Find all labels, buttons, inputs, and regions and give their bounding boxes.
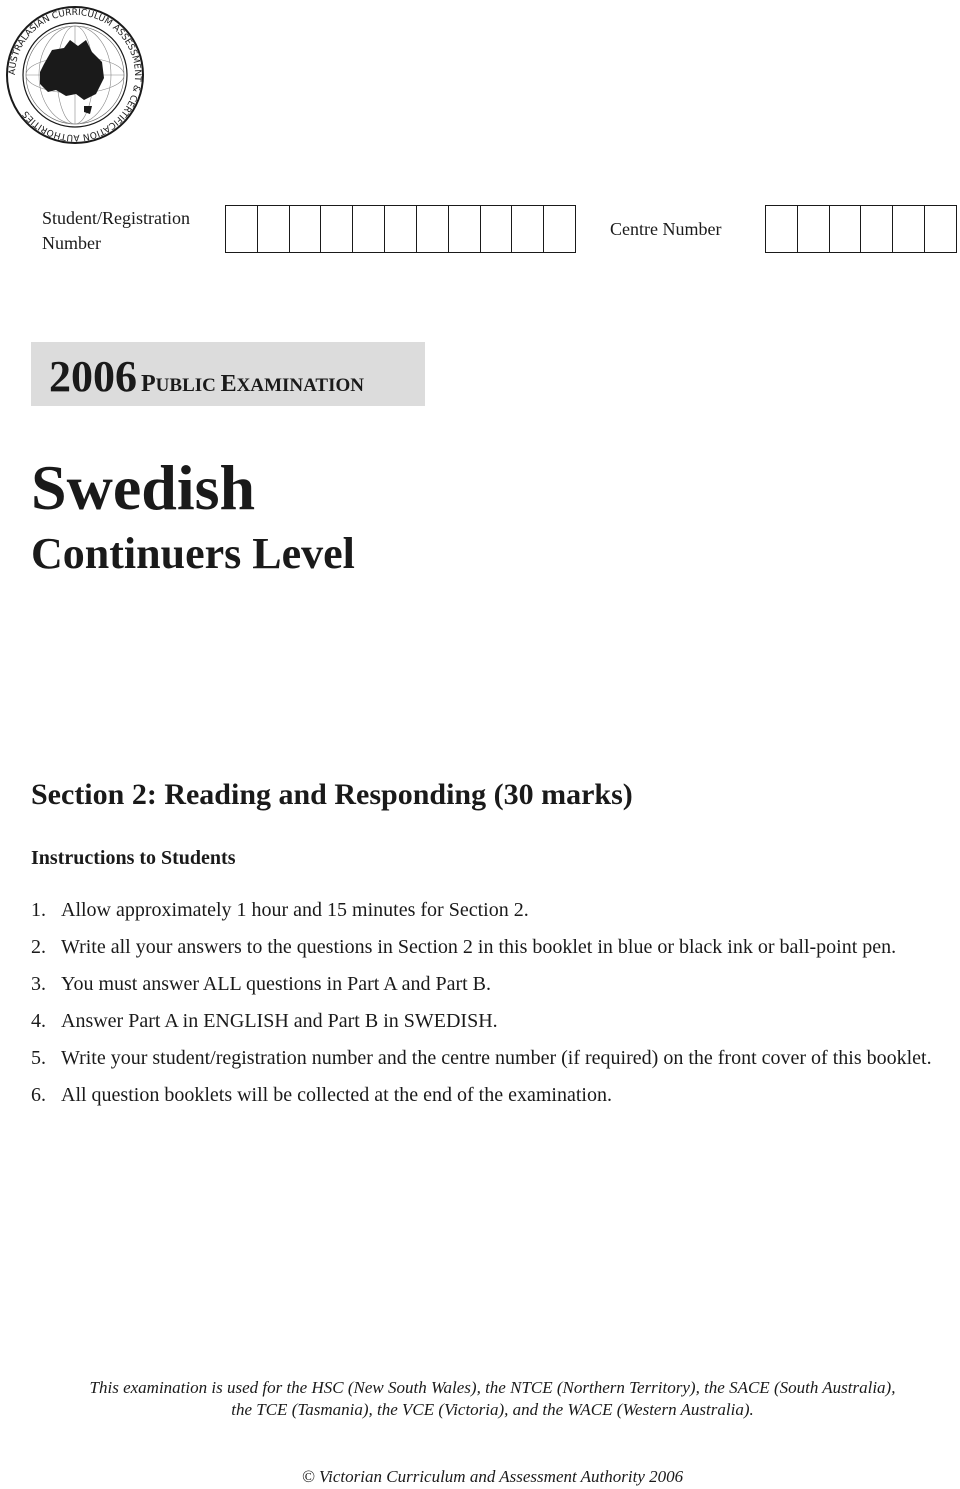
page-subtitle: Continuers Level	[31, 529, 355, 578]
instruction-item: 5. Write your student/registration number and the centre number (if required) on the front cover of this booklet.	[31, 1047, 932, 1069]
section-heading: Section 2: Reading and Responding (30 marks)	[31, 778, 633, 811]
digit-box[interactable]	[481, 206, 513, 252]
instruction-item: 3. You must answer ALL questions in Part A and Part B.	[31, 973, 492, 995]
exam-year: 2006	[49, 352, 137, 401]
digit-box[interactable]	[226, 206, 258, 252]
instruction-item: 2. Write all your answers to the questions in Section 2 in this booklet in blue or black ink or ball-point pen.	[31, 936, 897, 958]
instruction-item: 1. Allow approximately 1 hour and 15 minutes for Section 2.	[31, 899, 529, 921]
exam-type: PUBLIC EXAMINATION	[141, 371, 364, 397]
digit-box[interactable]	[798, 206, 830, 252]
digit-box[interactable]	[449, 206, 481, 252]
footer-note: This examination is used for the HSC (New South Wales), the NTCE (Northern Territory), the SACE (South Australia), the TCE (Tasmania), the VCE (Victoria), and the WACE (Western Australia).	[89, 1378, 896, 1419]
page-title: Swedish	[31, 452, 256, 523]
instruction-item: 4. Answer Part A in ENGLISH and Part B in SWEDISH.	[31, 1010, 498, 1032]
registration-number-input[interactable]	[225, 205, 576, 253]
authority-seal-logo	[4, 4, 146, 146]
digit-box[interactable]	[512, 206, 544, 252]
copyright-notice: © Victorian Curriculum and Assessment Authority 2006	[301, 1467, 684, 1486]
seal-icon	[4, 4, 146, 146]
digit-box[interactable]	[290, 206, 322, 252]
digit-box[interactable]	[385, 206, 417, 252]
digit-box[interactable]	[830, 206, 862, 252]
exam-banner	[31, 342, 425, 406]
instructions-heading: Instructions to Students	[31, 847, 236, 869]
digit-box[interactable]	[321, 206, 353, 252]
digit-box[interactable]	[258, 206, 290, 252]
centre-number-label: Centre Number	[610, 219, 722, 239]
digit-box[interactable]	[544, 206, 575, 252]
digit-box[interactable]	[417, 206, 449, 252]
instruction-item: 6. All question booklets will be collected at the end of the examination.	[31, 1084, 612, 1106]
instructions-list	[31, 897, 960, 1119]
digit-box[interactable]	[925, 206, 956, 252]
seal-text: AUSTRALASIAN CURRICULUM ASSESSMENT & CERTIFICATION AUTHORITIES	[7, 7, 143, 143]
digit-box[interactable]	[893, 206, 925, 252]
digit-box[interactable]	[861, 206, 893, 252]
registration-number-label: Student/Registration Number	[42, 208, 190, 253]
digit-box[interactable]	[766, 206, 798, 252]
digit-box[interactable]	[353, 206, 385, 252]
centre-number-input[interactable]	[765, 205, 957, 253]
